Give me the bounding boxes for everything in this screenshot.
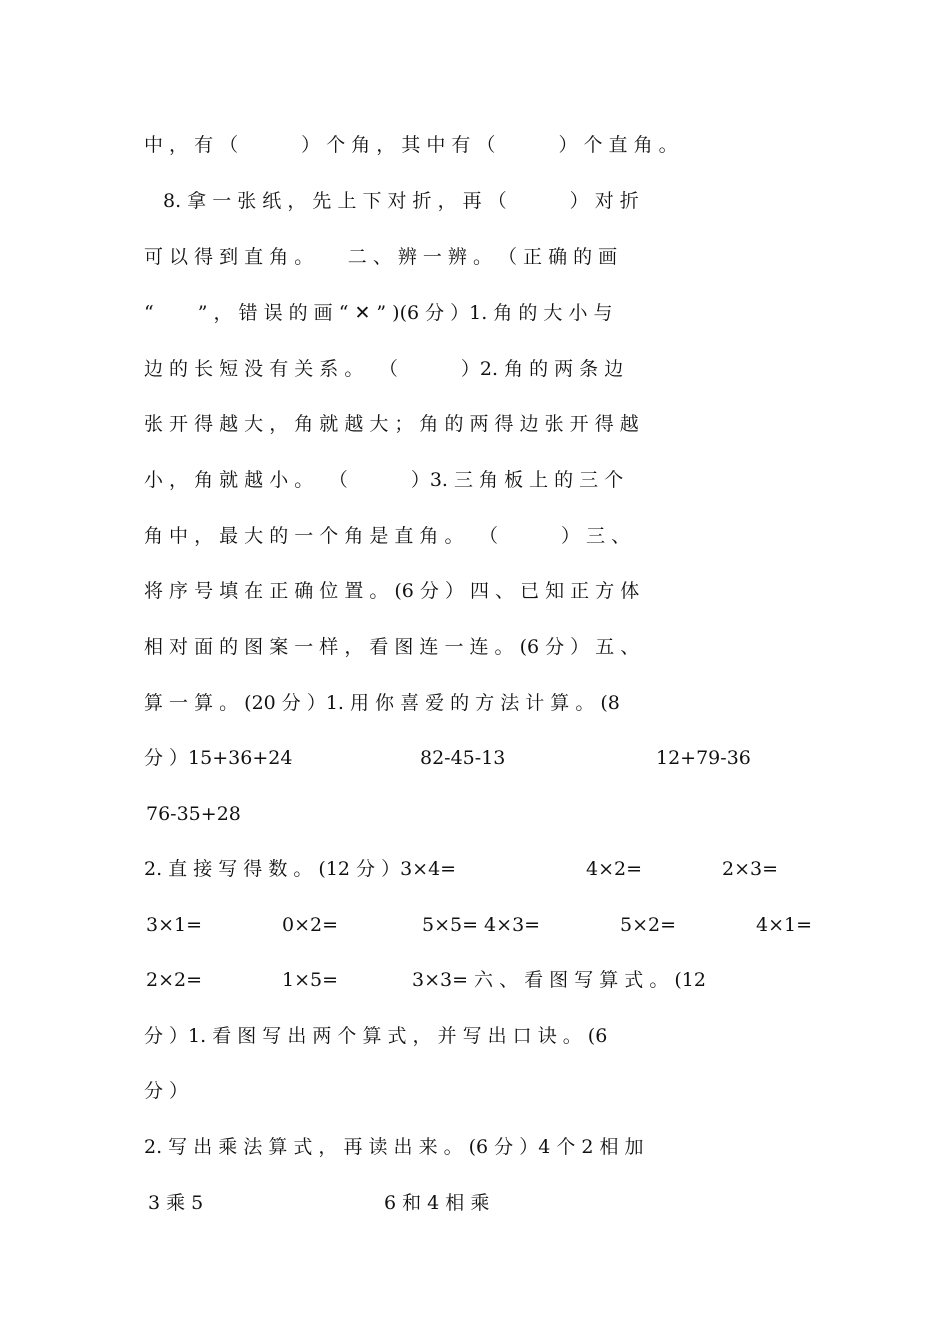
text-line: 相 对 面 的 图 案 一 样 ， 看 图 连 一 连 。 (6 分 ） 五 、 (144, 636, 640, 658)
calc-line (144, 797, 834, 831)
direct-item: 2×3= (722, 858, 779, 880)
expression-item: 6 和 4 相 乘 (384, 1192, 490, 1214)
text-line: 8. 拿 一 张 纸 ， 先 上 下 对 折 ， 再 （ ） 对 折 (144, 190, 639, 212)
calc-line (144, 741, 834, 775)
text-line: 算 一 算 。 (20 分 ）1. 用 你 喜 爱 的 方 法 计 算 。 (8 (144, 692, 620, 714)
text-line: 分 ） (144, 1080, 189, 1102)
direct-item: 5×5= 4×3= (422, 914, 541, 936)
calc-item: 76-35+28 (146, 803, 241, 825)
expression-item: 3 乘 5 (148, 1192, 204, 1214)
direct-line (144, 852, 834, 886)
direct-line (144, 908, 834, 942)
direct-item: 0×2= (282, 914, 339, 936)
calc-item: 82-45-13 (420, 747, 506, 769)
text-line: 角 中 ， 最 大 的 一 个 角 是 直 角 。 （ ） 三 、 (144, 525, 631, 547)
text-line: 张 开 得 越 大 ， 角 就 越 大 ； 角 的 两 得 边 张 开 得 越 (144, 413, 639, 435)
text-line: “ ” ， 错 误 的 画 “ ✕ ” )(6 分 ）1. 角 的 大 小 与 (144, 302, 613, 324)
text-line: 分 ）1. 看 图 写 出 两 个 算 式 ， 并 写 出 口 诀 。 (6 (144, 1025, 608, 1047)
expression-line (144, 1186, 834, 1220)
calc-item: 12+79-36 (656, 747, 751, 769)
calc-item: 分 ）15+36+24 (144, 747, 293, 769)
direct-item: 5×2= (620, 914, 677, 936)
direct-item: 4×1= (756, 914, 813, 936)
direct-item: 3×3= 六 、 看 图 写 算 式 。 (12 (412, 969, 706, 991)
direct-item: 1×5= (282, 969, 339, 991)
text-line: 小 ， 角 就 越 小 。 （ ）3. 三 角 板 上 的 三 个 (144, 469, 624, 491)
text-line: 2. 写 出 乘 法 算 式 ， 再 读 出 来 。 (6 分 ）4 个 2 相 加 (144, 1136, 644, 1158)
direct-line (144, 963, 834, 997)
text-line: 边 的 长 短 没 有 关 系 。 （ ）2. 角 的 两 条 边 (144, 358, 624, 380)
text-line: 将 序 号 填 在 正 确 位 置 。 (6 分 ） 四 、 已 知 正 方 体 (144, 580, 640, 602)
direct-item: 2. 直 接 写 得 数 。 (12 分 ）3×4= (144, 858, 457, 880)
direct-item: 3×1= (146, 914, 203, 936)
direct-item: 2×2= (146, 969, 203, 991)
text-line: 可 以 得 到 直 角 。 二 、 辨 一 辨 。 （ 正 确 的 画 (144, 246, 618, 268)
text-line: 中 ， 有 （ ） 个 角 ， 其 中 有 （ ） 个 直 角 。 (144, 134, 678, 156)
direct-item: 4×2= (586, 858, 643, 880)
